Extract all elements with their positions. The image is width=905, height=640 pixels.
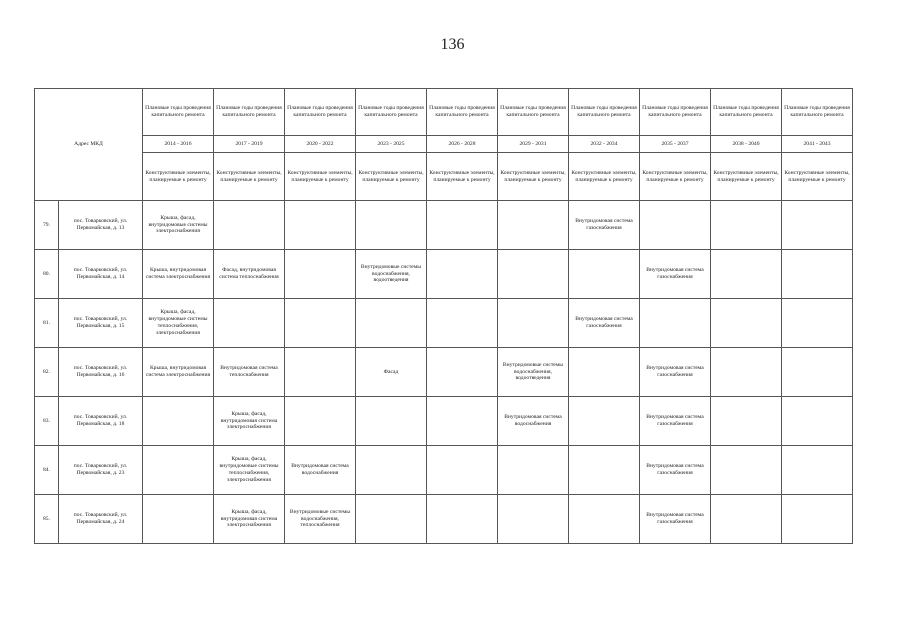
repair-cell	[285, 299, 356, 348]
period-header: 2038 - 2040	[711, 136, 782, 153]
repair-cell: Крыша, внутридомовая система электроснабжения	[143, 250, 214, 299]
table-row	[35, 397, 853, 446]
row-number: 81.	[35, 299, 59, 348]
row-number: 82.	[35, 348, 59, 397]
repair-cell: Фасад	[356, 348, 427, 397]
repair-cell	[143, 446, 214, 495]
repair-cell	[782, 495, 853, 544]
repair-cell	[782, 299, 853, 348]
elements-header: Конструктивные элементы, планируемые к ремонту	[356, 153, 427, 201]
repair-cell: Крыша, фасад, внутридомовые системы теплоснабжения, электроснабжения	[143, 299, 214, 348]
repair-cell: Внутридомовая система газоснабжения	[640, 348, 711, 397]
elements-header: Конструктивные элементы, планируемые к ремонту	[143, 153, 214, 201]
repair-cell	[569, 495, 640, 544]
repair-cell	[427, 348, 498, 397]
repair-cell	[285, 348, 356, 397]
address-cell: пос. Товарковский, ул. Первомайская, д. 14	[59, 250, 143, 299]
repair-cell	[214, 201, 285, 250]
period-header: 2026 - 2028	[427, 136, 498, 153]
repair-cell	[711, 397, 782, 446]
repair-cell: Крыша, фасад, внутридомовая система электроснабжения	[214, 397, 285, 446]
repair-cell: Внутридомовая система газоснабжения	[569, 201, 640, 250]
plan-header: Плановые годы проведения капитального ремонта	[711, 89, 782, 136]
address-cell: пос. Товарковский, ул. Первомайская, д. 13	[59, 201, 143, 250]
period-header: 2041 - 2043	[782, 136, 853, 153]
repair-cell	[143, 495, 214, 544]
page-number: 136	[440, 36, 465, 53]
repair-cell	[427, 397, 498, 446]
plan-header: Плановые годы проведения капитального ремонта	[498, 89, 569, 136]
repair-cell	[711, 250, 782, 299]
repair-cell: Внутридомовая система газоснабжения	[640, 495, 711, 544]
elements-header: Конструктивные элементы, планируемые к ремонту	[285, 153, 356, 201]
repair-cell	[782, 250, 853, 299]
repair-cell	[285, 250, 356, 299]
period-header: 2014 - 2016	[143, 136, 214, 153]
repair-cell	[569, 250, 640, 299]
plan-header: Плановые годы проведения капитального ремонта	[427, 89, 498, 136]
repair-cell	[427, 201, 498, 250]
table-row	[35, 495, 853, 544]
repair-cell	[427, 299, 498, 348]
repair-cell: Внутридомовая система газоснабжения	[640, 397, 711, 446]
address-cell: пос. Товарковский, ул. Первомайская, д. 18	[59, 397, 143, 446]
period-header: 2035 - 2037	[640, 136, 711, 153]
address-cell: пос. Товарковский, ул. Первомайская, д. 23	[59, 446, 143, 495]
repair-cell	[782, 348, 853, 397]
period-header: 2032 - 2034	[569, 136, 640, 153]
address-cell: пос. Товарковский, ул. Первомайская, д. 15	[59, 299, 143, 348]
table-row	[35, 446, 853, 495]
repair-cell	[569, 446, 640, 495]
repair-cell	[711, 201, 782, 250]
repair-cell	[640, 299, 711, 348]
plan-header: Плановые годы проведения капитального ремонта	[640, 89, 711, 136]
address-cell: пос. Товарковский, ул. Первомайская, д. 16	[59, 348, 143, 397]
repair-cell	[782, 201, 853, 250]
table-body	[35, 201, 853, 544]
repair-cell	[356, 446, 427, 495]
elements-header: Конструктивные элементы, планируемые к ремонту	[711, 153, 782, 201]
plan-header: Плановые годы проведения капитального ремонта	[285, 89, 356, 136]
repair-cell	[782, 397, 853, 446]
plan-header: Плановые годы проведения капитального ремонта	[356, 89, 427, 136]
period-header: 2017 - 2019	[214, 136, 285, 153]
header-row-years	[35, 136, 853, 153]
repair-cell	[356, 397, 427, 446]
table-row	[35, 348, 853, 397]
period-header: 2020 - 2022	[285, 136, 356, 153]
repair-cell	[427, 495, 498, 544]
repair-cell: Внутридомовая система водоснабжения	[498, 397, 569, 446]
elements-header: Конструктивные элементы, планируемые к ремонту	[214, 153, 285, 201]
repair-cell: Крыша, фасад, внутридомовые системы теплоснабжения, электроснабжения	[214, 446, 285, 495]
repair-cell	[640, 201, 711, 250]
repair-cell	[711, 299, 782, 348]
repair-cell: Крыша, внутридомовая система электроснабжения	[143, 348, 214, 397]
repair-cell	[356, 201, 427, 250]
repair-cell: Внутридомовые системы водоснабжения, водоотведения	[498, 348, 569, 397]
plan-header: Плановые годы проведения капитального ремонта	[214, 89, 285, 136]
period-header: 2023 - 2025	[356, 136, 427, 153]
repair-cell	[569, 397, 640, 446]
table-row	[35, 299, 853, 348]
repair-cell	[498, 250, 569, 299]
row-number: 83.	[35, 397, 59, 446]
row-number: 85.	[35, 495, 59, 544]
plan-header: Плановые годы проведения капитального ремонта	[569, 89, 640, 136]
repair-cell	[711, 348, 782, 397]
repair-cell	[214, 299, 285, 348]
repair-cell: Внутридомовые системы водоснабжения, водоотведения	[356, 250, 427, 299]
repair-cell	[569, 348, 640, 397]
elements-header: Конструктивные элементы, планируемые к ремонту	[640, 153, 711, 201]
plan-header: Плановые годы проведения капитального ремонта	[143, 89, 214, 136]
repair-cell	[498, 299, 569, 348]
row-number: 79.	[35, 201, 59, 250]
repair-cell: Крыша, фасад, внутридомовые системы электроснабжения	[143, 201, 214, 250]
repair-cell: Внутридомовая система теплоснабжения	[214, 348, 285, 397]
table-row	[35, 250, 853, 299]
header-row-elements	[35, 153, 853, 201]
repair-cell: Внутридомовая система газоснабжения	[569, 299, 640, 348]
repair-cell: Внутридомовые системы водоснабжения, теплоснабжения	[285, 495, 356, 544]
elements-header: Конструктивные элементы, планируемые к ремонту	[569, 153, 640, 201]
repair-cell	[711, 446, 782, 495]
repair-cell	[498, 495, 569, 544]
repair-cell	[356, 299, 427, 348]
elements-header: Конструктивные элементы, планируемые к ремонту	[782, 153, 853, 201]
repair-cell	[427, 250, 498, 299]
repair-cell	[782, 446, 853, 495]
repair-cell: Крыша, фасад, внутридомовая система электроснабжения	[214, 495, 285, 544]
repair-cell	[498, 446, 569, 495]
table-row	[35, 201, 853, 250]
row-number: 80.	[35, 250, 59, 299]
address-header: Адрес МКД	[35, 89, 143, 201]
repair-cell: Фасад, внутридомовая система теплоснабжения	[214, 250, 285, 299]
repair-cell: Внутридомовая система газоснабжения	[640, 250, 711, 299]
address-cell: пос. Товарковский, ул. Первомайская, д. 24	[59, 495, 143, 544]
repair-cell	[711, 495, 782, 544]
plan-header: Плановые годы проведения капитального ремонта	[782, 89, 853, 136]
repair-cell	[498, 201, 569, 250]
elements-header: Конструктивные элементы, планируемые к ремонту	[427, 153, 498, 201]
table-header	[35, 89, 853, 201]
repair-cell	[427, 446, 498, 495]
capital-repair-table	[34, 88, 853, 544]
repair-cell	[143, 397, 214, 446]
period-header: 2029 - 2031	[498, 136, 569, 153]
repair-cell: Внутридомовая система газоснабжения	[640, 446, 711, 495]
repair-cell	[356, 495, 427, 544]
repair-cell	[285, 397, 356, 446]
repair-cell: Внутридомовая система водоснабжения	[285, 446, 356, 495]
repair-cell	[285, 201, 356, 250]
row-number: 84.	[35, 446, 59, 495]
elements-header: Конструктивные элементы, планируемые к ремонту	[498, 153, 569, 201]
header-row-plan	[35, 89, 853, 136]
